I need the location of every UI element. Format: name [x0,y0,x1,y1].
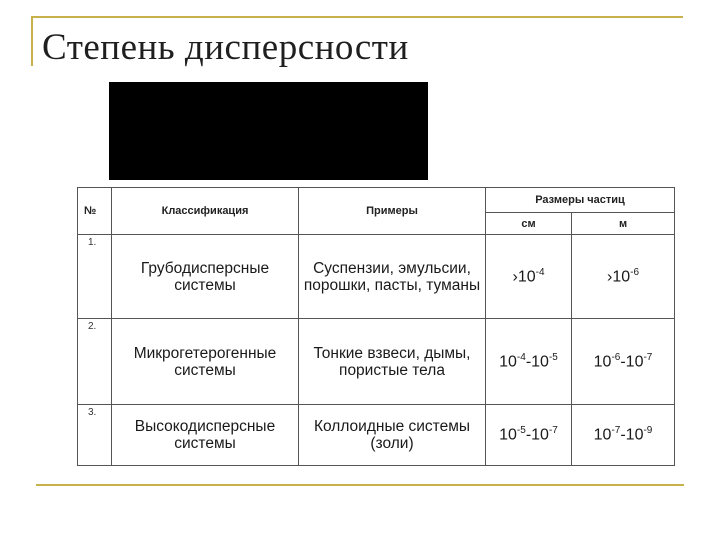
row-examples: Тонкие взвеси, дымы, пористые тела [299,319,486,405]
size-m [572,405,675,466]
size-range-exponent: -5 [548,351,558,363]
left-rule [31,16,33,66]
size-cm [486,235,572,319]
bottom-rule [36,484,684,486]
size-m [572,319,675,405]
size-range-base: -10 [525,426,549,444]
size-base: 10 [499,426,517,444]
size-exponent: -4 [535,266,545,278]
size-cm [486,405,572,466]
size-exponent: -5 [516,425,526,437]
header-particle-sizes: Размеры частиц [486,188,675,213]
header-m: м [572,213,675,235]
header-examples: Примеры [299,188,486,235]
header-number: № [78,188,112,235]
size-exponent: -7 [611,425,621,437]
table-row [78,319,675,405]
top-rule [31,16,683,18]
size-base: ›10 [606,268,631,286]
table-row [78,405,675,466]
size-range-exponent: -7 [643,351,653,363]
size-range-base: -10 [620,426,644,444]
size-base: ›10 [512,268,536,286]
row-classification: Высокодисперсные системы [112,405,299,466]
table-row [78,235,675,319]
header-cm: см [486,213,572,235]
size-base: 10 [499,353,517,371]
size-exponent: -6 [630,266,640,278]
size-range-exponent: -7 [548,425,558,437]
size-m [572,235,675,319]
size-range-exponent: -9 [643,425,653,437]
header-classification: Классификация [112,188,299,235]
row-number: 3. [78,405,112,466]
row-classification: Микрогетерогенные системы [112,319,299,405]
row-examples: Суспензии, эмульсии, порошки, пасты, туманы [299,235,486,319]
size-range-base: -10 [525,353,549,371]
size-cm [486,319,572,405]
size-range-base: -10 [620,353,644,371]
size-exponent: -6 [611,351,621,363]
size-base: 10 [593,353,612,371]
row-number: 1. [78,235,112,319]
redacted-image-box [109,82,428,180]
slide-title: Степень дисперсности [42,27,409,68]
row-classification: Грубодисперсные системы [112,235,299,319]
size-base: 10 [593,426,612,444]
row-examples: Коллоидные системы (золи) [299,405,486,466]
row-number: 2. [78,319,112,405]
dispersion-table [77,187,675,466]
size-exponent: -4 [516,351,526,363]
